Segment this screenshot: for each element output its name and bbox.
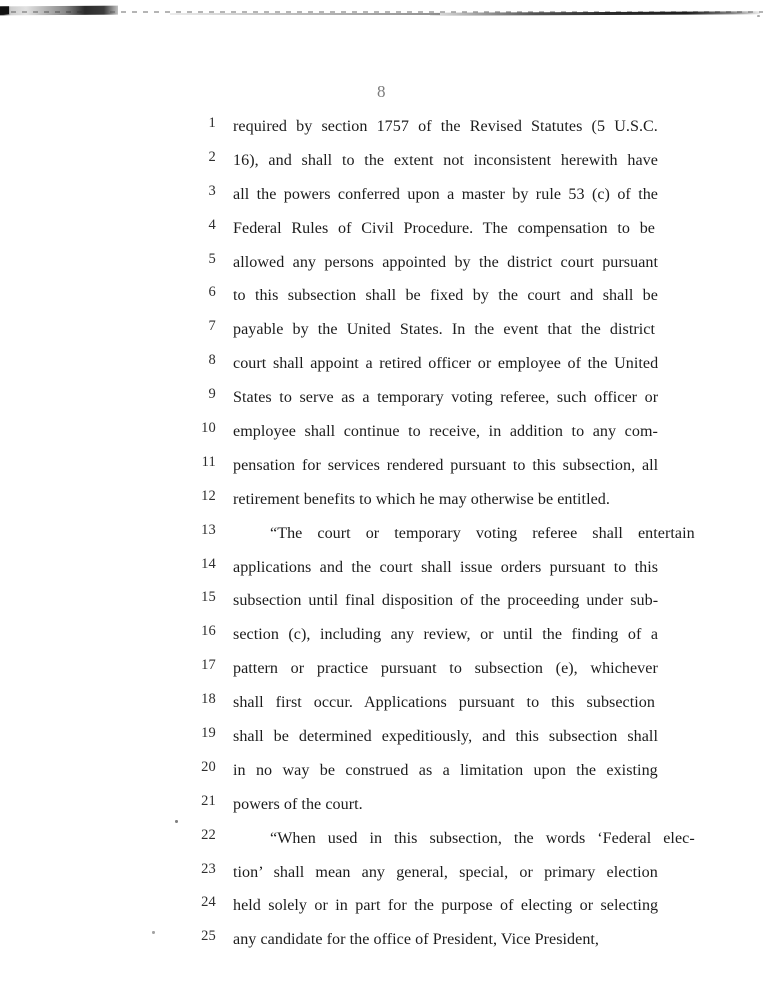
line-number: 18	[201, 691, 216, 708]
line-text: allowed any persons appointed by the district court pursuant	[233, 253, 659, 271]
text-line	[0, 791, 763, 825]
text-line	[0, 452, 763, 486]
line-text: subsection until final disposition of the proceeding under sub-	[233, 592, 659, 610]
line-text: shall be determined expeditiously, and this subsection shall	[233, 728, 658, 746]
text-line	[0, 316, 763, 350]
line-number: 2	[208, 148, 216, 165]
line-number: 9	[208, 386, 216, 403]
line-text: 16), and shall to the extent not inconsistent herewith have	[233, 151, 658, 169]
line-text: “When used in this subsection, the words ‘Federal elec-	[270, 829, 695, 847]
dust-speck	[757, 15, 760, 17]
line-text: all the powers conferred upon a master by rule 53 (c) of the	[233, 185, 659, 203]
text-line	[0, 249, 763, 283]
line-text: held solely or in part for the purpose of electing or selecting	[233, 897, 659, 915]
text-line	[0, 282, 763, 316]
line-number: 6	[208, 284, 216, 301]
page-number: 8	[377, 82, 386, 101]
text-line	[0, 689, 763, 723]
dust-speck	[175, 820, 178, 823]
numbered-text-block	[0, 113, 763, 960]
line-number: 23	[201, 860, 216, 877]
line-number: 11	[201, 453, 216, 470]
line-text: in no way be construed as a limitation upon the existing	[233, 761, 658, 779]
text-line	[0, 215, 763, 249]
line-text: Federal Rules of Civil Procedure. The compensation to be	[233, 219, 655, 237]
line-text: employee shall continue to receive, in addition to any com-	[233, 423, 658, 441]
line-text: any candidate for the office of President, Vice President,	[233, 931, 600, 949]
line-number: 22	[201, 826, 216, 843]
line-text: “The court or temporary voting referee shall entertain	[270, 524, 695, 542]
scan-streak-middle	[170, 13, 440, 15]
line-number: 12	[201, 487, 216, 504]
line-text: pensation for services rendered pursuant to this subsection, all	[233, 456, 659, 474]
scan-streak-right	[430, 11, 760, 15]
text-line	[0, 181, 763, 215]
line-number: 16	[201, 623, 216, 640]
line-text: powers of the court.	[233, 795, 363, 813]
line-text: shall first occur. Applications pursuant to this subsection	[233, 694, 655, 712]
line-text: applications and the court shall issue orders pursuant to this	[233, 558, 659, 576]
line-text: States to serve as a temporary voting referee, such officer or	[233, 389, 659, 407]
text-line	[0, 418, 763, 452]
line-number: 17	[201, 657, 216, 674]
line-number: 13	[201, 521, 216, 538]
line-text: required by section 1757 of the Revised Statutes (5 U.S.C.	[233, 118, 658, 135]
text-line	[0, 486, 763, 520]
text-line	[0, 384, 763, 418]
line-number: 24	[201, 894, 216, 911]
line-number: 7	[208, 318, 216, 335]
line-number: 14	[201, 555, 216, 572]
text-line	[0, 926, 763, 960]
line-text: payable by the United States. In the event that the district	[233, 321, 655, 339]
line-number: 15	[201, 589, 216, 606]
text-line	[0, 757, 763, 791]
line-text: to this subsection shall be fixed by the court and shall be	[233, 287, 658, 305]
line-text: retirement benefits to which he may otherwise be entitled.	[233, 490, 610, 508]
text-line	[0, 723, 763, 757]
dust-speck	[152, 931, 155, 934]
text-line	[0, 892, 763, 926]
text-line	[0, 859, 763, 893]
line-number: 20	[201, 758, 216, 775]
line-number: 25	[201, 928, 216, 945]
line-text: pattern or practice pursuant to subsection (e), whichever	[233, 660, 658, 678]
line-text: court shall appoint a retired officer or employee of the United	[233, 355, 659, 373]
line-text: section (c), including any review, or until the finding of a	[233, 626, 659, 644]
text-line	[0, 655, 763, 689]
scan-smudge-left	[0, 6, 118, 16]
line-number: 4	[208, 216, 216, 233]
line-number: 3	[208, 182, 216, 199]
line-number: 10	[201, 420, 216, 437]
line-number: 5	[208, 250, 216, 267]
text-line	[0, 350, 763, 384]
line-number: 1	[208, 115, 216, 131]
line-number: 19	[201, 725, 216, 742]
text-line	[0, 520, 763, 554]
text-line	[0, 587, 763, 621]
line-number: 8	[208, 352, 216, 369]
text-line	[0, 147, 763, 181]
text-line	[0, 825, 763, 859]
line-text: tion’ shall mean any general, special, or primary election	[233, 863, 658, 881]
line-number: 21	[201, 792, 216, 809]
text-line	[0, 554, 763, 588]
text-line	[0, 621, 763, 655]
text-line	[0, 113, 763, 147]
